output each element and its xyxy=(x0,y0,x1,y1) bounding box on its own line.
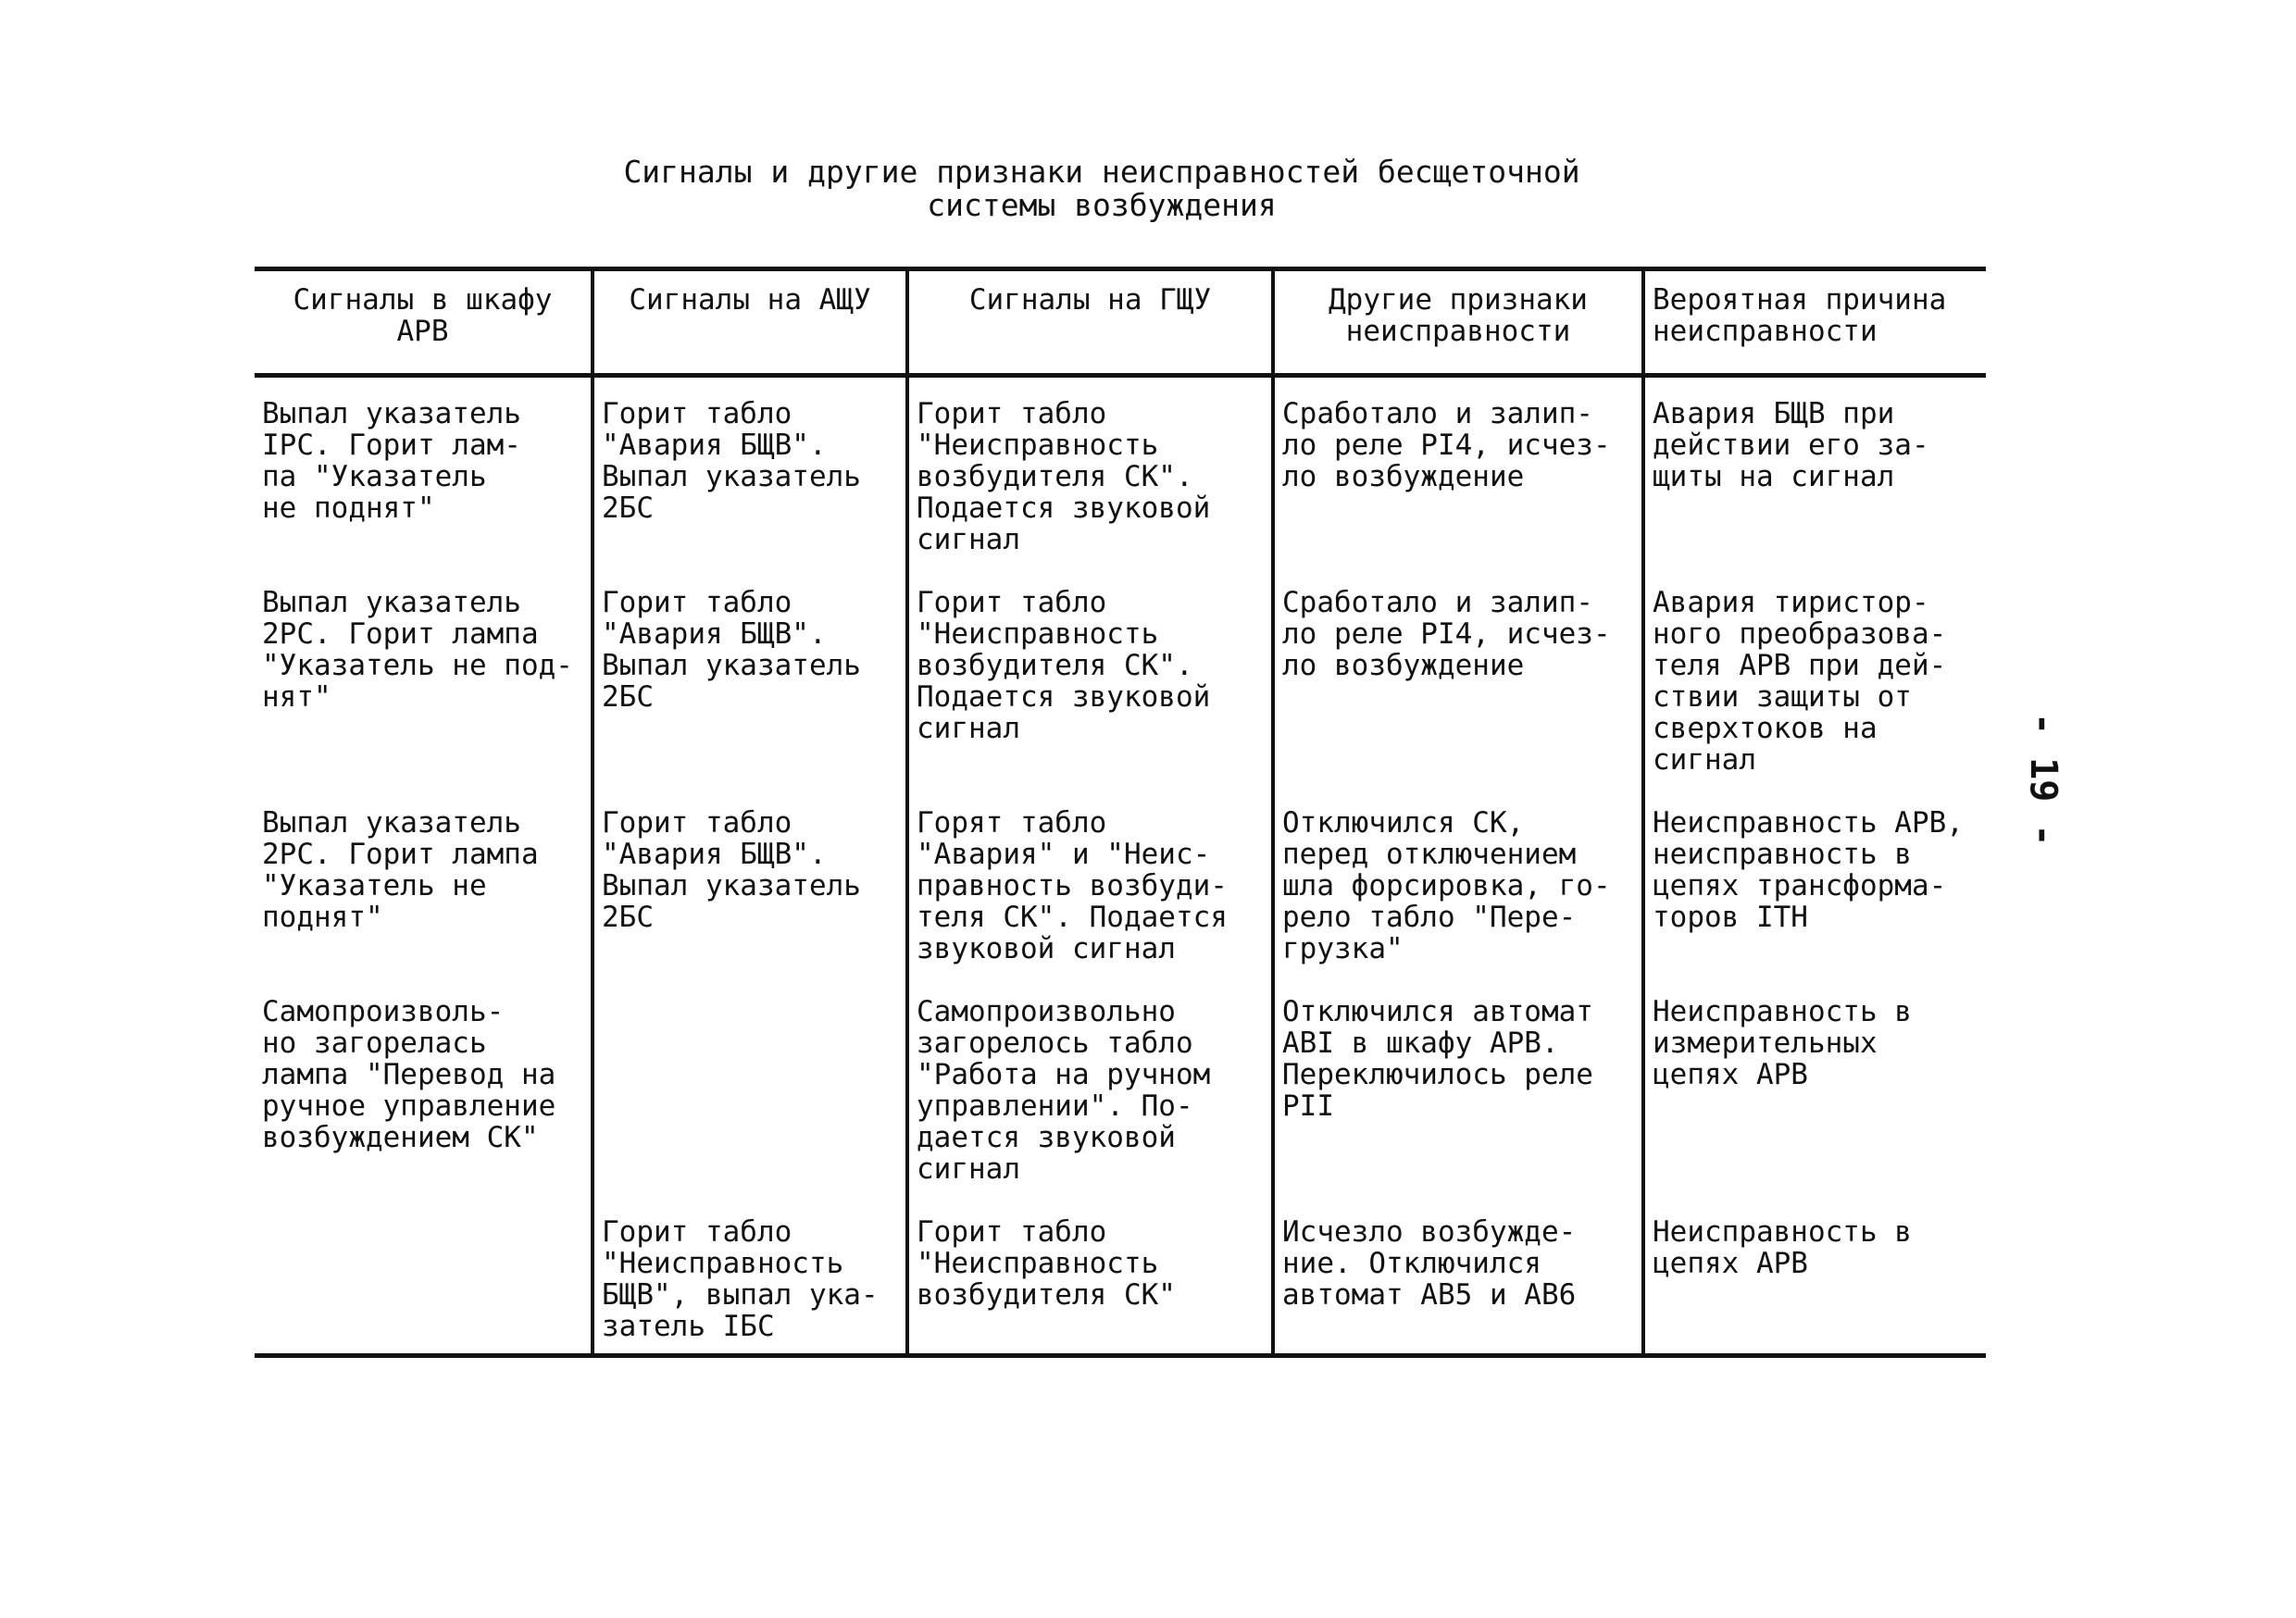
table-cell: Отключился СК, перед отключением шла форсировка, го- рело табло "Пере- грузка" xyxy=(1273,787,1643,976)
table-cell xyxy=(593,976,907,1196)
title-line-2: системы возбуждения xyxy=(927,187,1277,223)
table-cell: Неисправность АРВ, неисправность в цепях трансформа- торов ITH xyxy=(1643,787,1986,976)
table-cell: Самопроизволь- но загорелась лампа "Перевод на ручное управление возбуждением СК" xyxy=(262,995,556,1154)
table-row xyxy=(255,976,1986,1196)
table-cell: Горят табло "Авария" и "Неис- правность возбуди- теля СК". Подается звуковой сигнал xyxy=(907,787,1273,976)
title-line-1: Сигналы и другие признаки неисправностей бесщеточной xyxy=(623,154,1580,190)
page-title xyxy=(278,156,1926,222)
header-cabinet-signals: Сигналы в шкафу АРВ xyxy=(293,283,553,348)
table-row xyxy=(255,566,1986,787)
table-cell: Выпал указатель IPC. Горит лам- па "Указатель не поднят" xyxy=(262,397,521,525)
table-row xyxy=(255,1196,1986,1356)
header-probable-cause: Вероятная причина неисправности xyxy=(1643,269,1986,376)
page-number-text: - 19 - xyxy=(2022,713,2065,847)
table-cell: Неисправность в цепях АРВ xyxy=(1643,1196,1986,1356)
table-cell: Сработало и залип- ло реле PI4, исчез- ло возбуждение xyxy=(1273,566,1643,787)
table-cell: Выпал указатель 2PC. Горит лампа "Указатель не под- нят" xyxy=(262,586,573,714)
table-cell: Горит табло "Авария БЩВ". Выпал указатель 2БС xyxy=(593,787,907,976)
table-row xyxy=(255,787,1986,976)
table-row xyxy=(255,376,1986,567)
table-cell: Горит табло "Авария БЩВ". Выпал указатель 2БС xyxy=(593,566,907,787)
table-cell: Неисправность в измерительных цепях АРВ xyxy=(1643,976,1986,1196)
table-cell: Самопроизвольно загорелось табло "Работа на ручном управлении". По- дается звуковой сигнал xyxy=(907,976,1273,1196)
header-other-signs: Другие признаки неисправности xyxy=(1273,269,1643,376)
table-cell: Отключился автомат ABI в шкафу АРВ. Переключилось реле PII xyxy=(1273,976,1643,1196)
table-cell: Горит табло "Неисправность возбудителя СК". Подается звуковой сигнал xyxy=(907,566,1273,787)
page-number xyxy=(2009,676,2083,847)
table-header-row xyxy=(255,269,1986,376)
table-cell xyxy=(255,1196,593,1356)
table-cell: Выпал указатель 2PC. Горит лампа "Указатель не поднят" xyxy=(262,806,539,934)
fault-signals-table xyxy=(255,267,1986,1358)
table-cell: Горит табло "Неисправность возбудителя СК". Подается звуковой сигнал xyxy=(907,376,1273,567)
table-cell: Авария тиристор- ного преобразова- теля АРВ при дей- ствии защиты от сверхтоков на сигнал xyxy=(1643,566,1986,787)
table-cell: Сработало и залип- ло реле PI4, исчез- ло возбуждение xyxy=(1273,376,1643,567)
table-cell: Исчезло возбужде- ние. Отключился автомат АВ5 и АВ6 xyxy=(1273,1196,1643,1356)
table-cell: Авария БЩВ при действии его за- щиты на сигнал xyxy=(1643,376,1986,567)
table-cell: Горит табло "Неисправность возбудителя СК" xyxy=(907,1196,1273,1356)
table-cell: Горит табло "Неисправность БЩВ", выпал ука- затель IБС xyxy=(593,1196,907,1356)
header-gshu-signals: Сигналы на ГЩУ xyxy=(907,269,1273,376)
header-ashu-signals: Сигналы на АЩУ xyxy=(593,269,907,376)
table-cell: Горит табло "Авария БЩВ". Выпал указатель 2БС xyxy=(593,376,907,567)
